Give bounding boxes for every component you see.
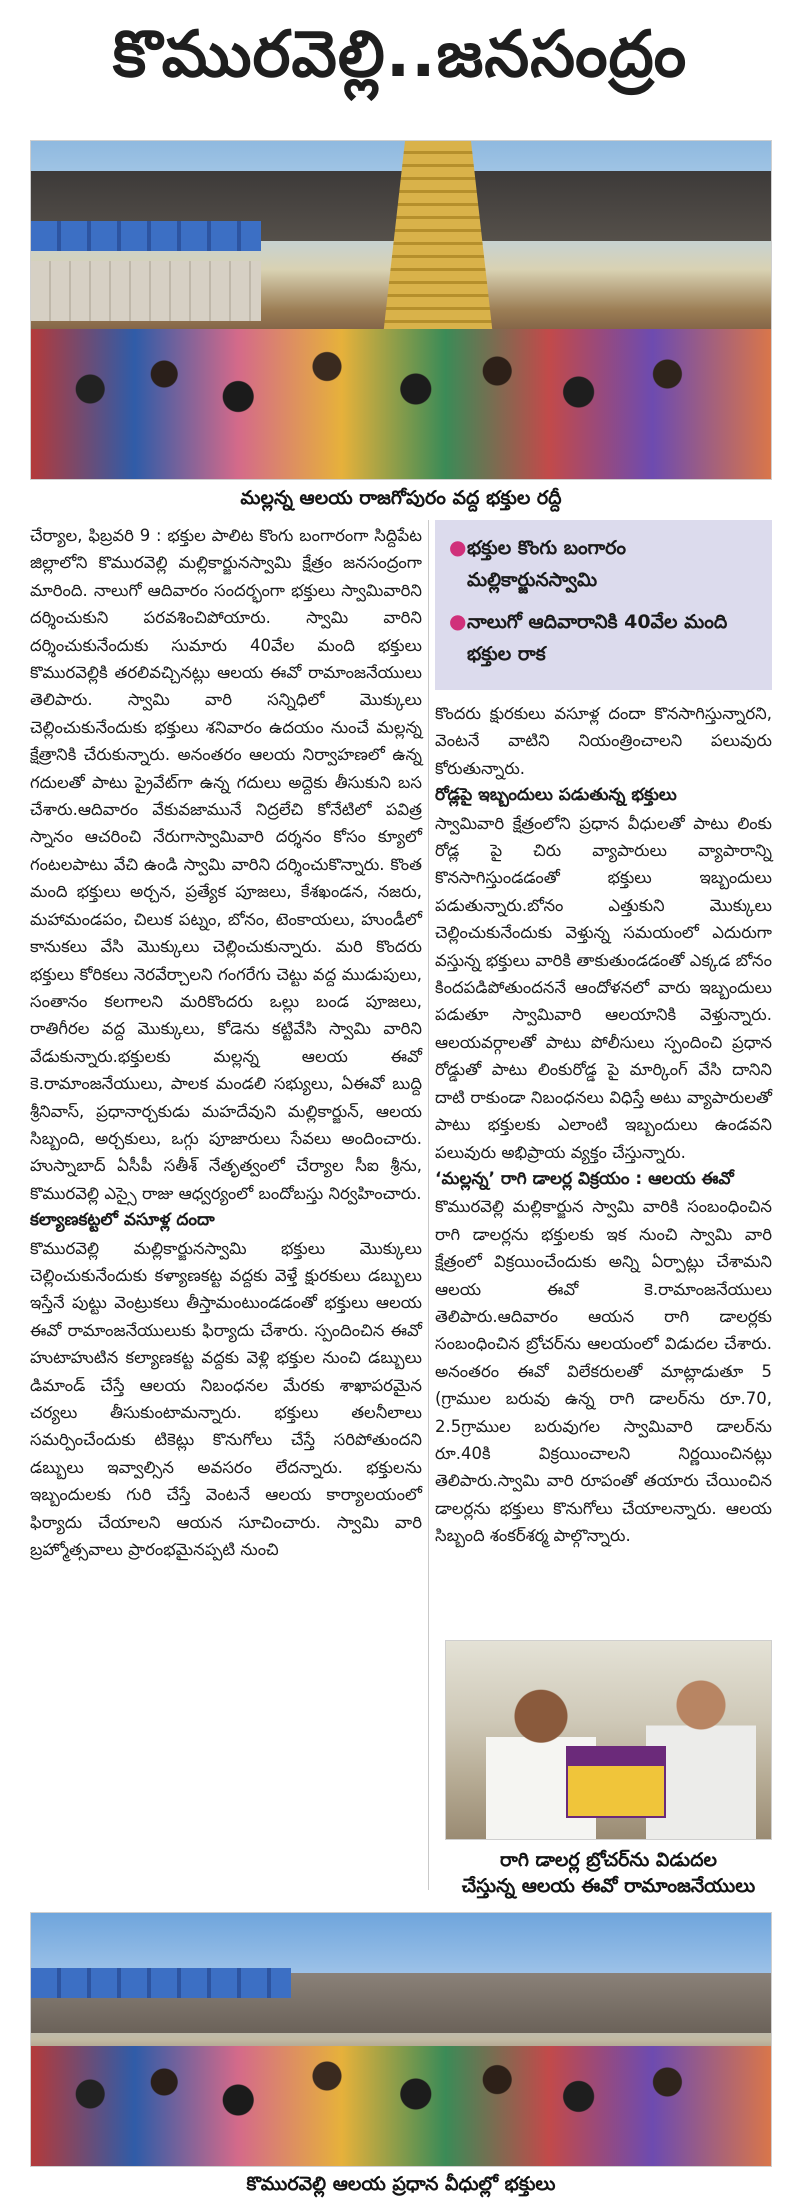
top-photo-caption: మల్లన్న ఆలయ రాజగోపురం వద్ద భక్తుల రద్దీ bbox=[240, 487, 562, 509]
left-subhead: కల్యాణకట్టలో వసూళ్ల దందా bbox=[30, 1210, 215, 1231]
left-column bbox=[30, 522, 422, 1563]
right-subhead-2: ‘మల్లన్న’ రాగి డాలర్ల విక్రయం : ఆలయ ఈవో bbox=[435, 1168, 734, 1189]
highlight-item bbox=[449, 606, 762, 670]
headline: కొమురవెల్లి..జనసంద్రం bbox=[112, 18, 688, 92]
bottom-photo-caption: కొమురవెల్లి ఆలయ ప్రధాన వీధుల్లో భక్తులు bbox=[246, 2173, 556, 2195]
street-crowd-photo bbox=[30, 1912, 772, 2167]
right-column bbox=[435, 700, 772, 1550]
bullet-icon: ● bbox=[449, 609, 467, 633]
right-paragraph-3: కొమురవెల్లి మల్లికార్జున స్వామి వారికి సంబంధించిన రాగి డాలర్లను భక్తులకు ఇక నుంచి స్వామి వారి క్షేత్రంలో విక్రయించేందుకు అన్ని ఏర్పాట్లు చేశామని ఆలయ ఈవో కె.రామాంజనేయులు తెలిపారు.ఆదివారం ఆయన రాగి డాలర్లకు సంబంధించిన బ్రోచర్‌ను ఆలయంలో విడుదల చేశారు. అనంతరం ఈవో విలేకరులతో మాట్లాడుతూ 5 (గ్రాముల బరువు ఉన్న రాగి డాలర్‌ను రూ.70, 2.5గ్రాముల బరువుగల స్వామివారి డాలర్‌ను రూ.40కి విక్రయించాలని నిర్ణయించినట్లు తెలిపారు.స్వామి వారి రూపంతో తయారు చేయించిన డాలర్లను భక్తులు కొనుగోలు చేయాలన్నారు. ఆలయ సిబ్బంది శంకర్‌శర్మ పాల్గొన్నారు. bbox=[435, 1197, 772, 1546]
bullet-icon: ● bbox=[449, 535, 467, 559]
brochure-header-strip bbox=[568, 1748, 664, 1766]
left-paragraph-1: చేర్యాల, ఫిబ్రవరి 9 : భక్తుల పాలిట కొంగు బంగారంగా సిద్దిపేట జిల్లాలోని కొమురవెల్లి మల్లికార్జునస్వామి క్షేత్రం జనసంద్రంగా మారింది. నాలుగో ఆదివారం సందర్భంగా భక్తులు స్వామివారిని దర్శించుకుని పరవశించిపోయారు. స్వామి వారిని దర్శించుకునేందుకు సుమారు 40వేల మంది భక్తులు కొమురవెల్లికి తరలివచ్చినట్లు ఆలయ ఈవో రామాంజనేయులు తెలిపారు. స్వామి వారి సన్నిధిలో మొక్కులు చెల్లించుకునేందుకు భక్తులు శనివారం ఉదయం నుంచే మల్లన్న క్షేత్రానికి చేరుకున్నారు. అనంతరం ఆలయ నిర్వాహణలో ఉన్న గదులతో పాటు ప్రైవేట్‌గా ఉన్న గదులు అద్దెకు తీసుకుని బస చేశారు.ఆదివారం వేకువజామునే నిద్రలేచి కోనేటిలో పవిత్ర స్నానం ఆచరించి నేరుగాస్వామివారి దర్శనం కోసం క్యూలో గంటలపాటు వేచి ఉండి స్వామి వారిని దర్శించుకొన్నారు. కొంత మంది భక్తులు అర్చన, ప్రత్యేక పూజలు, కేశఖండన, నజరు, మహామండపం, చిలుక పట్నం, బోనం, టెంకాయలు, హుండీలో కానుకలు వేసి మొక్కులు చెల్లించుకున్నారు. మరి కొందరు భక్తులు కోరికలు నెరవేర్చాలని గంగరేగు చెట్టు వద్ద ముడుపులు, సంతానం కలగాలని మరికొందరు ఒల్లు బండ పూజలు, రాతిగీరల వద్ద మొక్కులు, కోడెను కట్టివేసి స్వామి వారిని వేడుకున్నారు.భక్తులకు మల్లన్న ఆలయ ఈవో కె.రామాంజనేయులు, పాలక మండలి సభ్యులు, ఏఈవో బుద్ది శ్రీనివాస్, ప్రధానార్చకుడు మహదేవుని మల్లికార్జున్, ఆలయ సిబ్బంది, అర్చకులు, ఒగ్గు పూజారులు సేవలు అందించారు. హుస్నాబాద్ ఏసీపీ సతీశ్ నేతృత్వంలో చేర్యాల సీఐ శ్రీను, కొమురవెల్లి ఎస్సై రాజు ఆధ్వర్యంలో బందోబస్తు నిర్వహించారు. bbox=[30, 526, 422, 1203]
shop-awning bbox=[31, 1968, 291, 1998]
right-paragraph-2: స్వామివారి క్షేత్రంలోని ప్రధాన వీధులతో పాటు లింకు రోడ్ల పై చిరు వ్యాపారులు వ్యాపారాన్ని కొనసాగిస్తుండడంతో భక్తులు ఇబ్బందులు పడుతున్నారు.బోనం ఎత్తుకుని మొక్కులు చెల్లించుకునేందుకు వెళ్తున్న సమయంలో ఎదురుగా వస్తున్న భక్తులు వారికి తాకుతుండడంతో ఎక్కడ బోనం కిందపడిపోతుందననే ఆందోళనలో వారు ఇబ్బందులు పడుతూ స్వామివారి ఆలయానికి వెళ్తున్నారు. ఆలయవర్గాలతో పాటు పోలీసులు స్పందించి ప్రధాన రోడ్డుతో పాటు లింకురోడ్డ పై మార్కింగ్ వేసి దానిని దాటి రాకుండా నిబంధనలు విధిస్తే అటు వ్యాపారులతో పాటు భక్తులకు ఎలాంటి ఇబ్బందులు ఉండవని పలువురు అభిప్రాయ వ్యక్తం చేస్తున్నారు. bbox=[435, 813, 772, 1162]
shop-awning bbox=[31, 221, 261, 251]
highlights-box bbox=[435, 520, 772, 690]
temple-crowd-photo bbox=[30, 140, 772, 480]
right-subhead-1: రోడ్లపై ఇబ్బందులు పడుతున్న భక్తులు bbox=[435, 785, 677, 806]
column-divider bbox=[428, 520, 429, 1890]
middle-photo-caption bbox=[445, 1848, 772, 1899]
highlight-text: భక్తుల కొంగు బంగారం మల్లికార్జునస్వామి bbox=[467, 537, 626, 591]
left-paragraph-2: కొమురవెల్లి మల్లికార్జునస్వామి భక్తులు మొక్కులు చెల్లించుకునేందుకు కళ్యాణకట్ట వద్దకు వెళ్తే క్షురకులు డబ్బులు ఇస్తేనే పుట్టు వెంట్రుకలు తీస్తామంటుండడంతో భక్తులు ఆలయ ఈవో రామాంజనేయులుకు ఫిర్యాదు చేశారు. స్పందించిన ఈవో హుటాహుటిన కల్యాణకట్ట వద్దకు వెళ్లి భక్తుల నుంచి డబ్బులు డిమాండ్ చేస్తే ఆలయ నిబంధనల మేరకు శాఖాపరమైన చర్యలు తీసుకుంటామన్నారు. భక్తులు తలనీలాలు సమర్పించేందుకు టికెట్లు కొనుగోలు చేస్తే సరిపోతుందని డబ్బులు ఇవ్వాల్సిన అవసరం లేదన్నారు. భక్తులను ఇబ్బందులకు గురి చేస్తే వెంటనే ఆలయ కార్యాలయంలో ఫిర్యాదు చేయాలని ఆయన సూచించారు. స్వామి వారి బ్రహ్మోత్సవాలు ప్రారంభమైనప్పటి నుంచి bbox=[30, 1238, 422, 1560]
middle-caption-line-2: చేస్తున్న ఆలయ ఈవో రామాంజనేయులు bbox=[461, 1874, 756, 1897]
right-paragraph-1: కొందరు క్షురకులు వసూళ్ల దందా కొనసాగిస్తున్నారని, వెంటనే వాటిని నియంత్రించాలని పలువురు కోరుతున్నారు. bbox=[435, 704, 772, 778]
shed-roof bbox=[31, 261, 261, 321]
crowd bbox=[31, 2046, 771, 2166]
middle-caption-line-1: రాగి డాలర్ల బ్రోచర్‌ను విడుదల bbox=[500, 1849, 717, 1871]
brochure-release-photo bbox=[445, 1640, 772, 1840]
highlight-text: నాలుగో ఆదివారానికి 40వేల మంది భక్తుల రాక bbox=[467, 611, 728, 665]
highlight-item bbox=[449, 532, 762, 596]
crowd bbox=[31, 329, 771, 479]
brochure-image bbox=[566, 1746, 666, 1818]
